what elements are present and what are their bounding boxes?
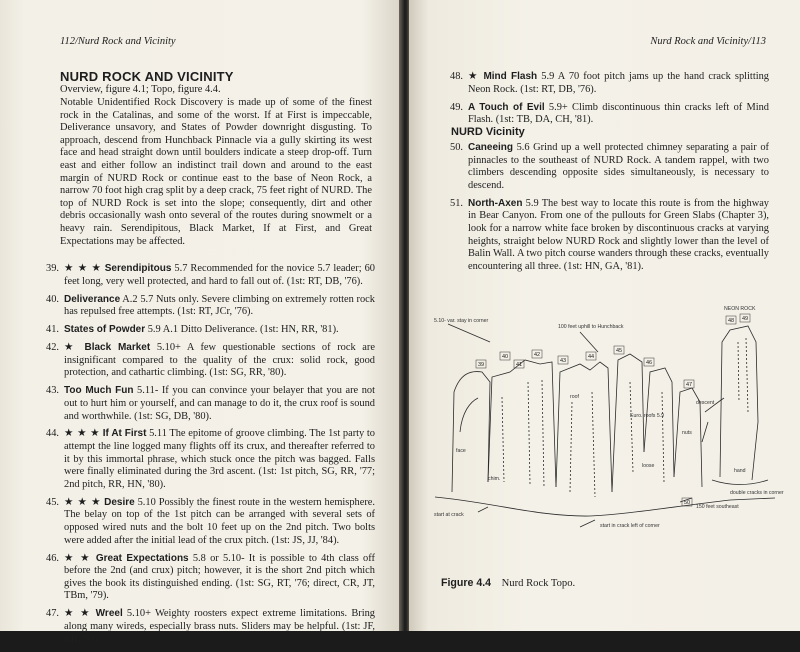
route-number: 51. [450,197,463,209]
route-name: If At First [102,428,147,440]
annot-loose: loose [642,463,655,469]
right-route-list-bottom [444,142,769,279]
left-route-list [40,263,375,652]
nurd-vicinity-heading: NURD Vicinity [451,126,525,138]
figure-caption [441,577,575,589]
route-text: 5.10 Possibly the finest route in the western hemisphere. The belay on top of the 1st pitch can be arranged with several sets of opposed wired nuts and the bolt 10 feet up on the 2nd pitch. Two bolts were added after the initial lead of the crux pitch. (1st: JS, JJ, '84). [64,496,376,546]
route-description [64,497,375,547]
route-name: Caneeing [468,142,514,153]
annot-euro-roofs: Euro. roofs 5.9 [630,413,665,419]
route-number: 46. [46,552,59,564]
route-entry [444,71,769,96]
route-number: 41. [46,324,59,336]
route-text: 5.9+ Climb discontinuous thin cracks left of Mind Flash. (1st: TB, DA, CH, '81). [468,101,769,126]
route-description [64,553,375,603]
overview-line: Overview, figure 4.1; Topo, figure 4.4. [60,84,221,95]
right-running-head: Nurd Rock and Vicinity/113 [650,36,766,47]
annot-descent: descent [696,400,715,406]
route-name: A Touch of Evil [468,101,545,113]
annot-southeast: 150 feet southeast [696,504,739,510]
route-text: 5.11- If you can convince your belayer that you are not out to hurt him or yourself, and can manage to do it, the crux roof is sound and worthwhile. (1st: SG, DB, '80). [64,385,375,422]
annot-nuts: nuts [682,430,692,436]
annot-roof: roof [570,394,579,400]
route-text: 5.7 Recommended for the novice 5.7 leader; 60 feet long, very well protected, and hard to fall out of. (1st: RT, DB, '76). [64,263,375,287]
route-text: 5.9 A.1 Ditto Deliverance. (1st: HN, RR, '81). [145,324,339,336]
route-name: Black Market [84,342,151,354]
figure-caption-text: Nurd Rock Topo. [501,578,576,589]
annot-start-crack: start at crack [434,512,464,518]
route-name: Deliverance [64,293,121,305]
route-stars: ★ [64,342,78,354]
route-entry [40,385,375,423]
route-number: 45. [46,496,59,508]
route-text: 5.6 Grind up a well protected chimney separating a pair of pinnacles to the southeast of NURD Rock. A tandem rappel, with two climbers descending opposite sides simultaneously, is necessary to descend. [468,142,769,191]
svg-text:48: 48 [728,318,735,324]
route-text: 5.9 The best way to locate this route is from the highway in Bear Canyon. From one of the pullouts for Green Slabs (Chapter 3), look for a narrow white face broken by discontinuous cracks at varying heights, straight below NURD Rock and slightly lower than the level of Balin Wall. A two pitch course wanders through these cracks, eventually encountering all three. (1st: HN, GA, '81). [468,197,769,272]
route-number: 39. [46,263,59,274]
topo-drawing [430,302,784,570]
route-entry [40,263,375,288]
route-description [468,71,769,96]
route-name: Too Much Fun [64,385,134,397]
left-running-head: 112/Nurd Rock and Vicinity [60,36,176,47]
svg-text:47: 47 [686,382,693,388]
route-stars: ★ ★ [64,552,92,564]
route-description [64,294,375,319]
route-description [64,608,375,646]
route-description [64,428,375,491]
route-name: Wreel [95,608,123,620]
route-description [64,263,375,288]
route-entry [40,553,375,603]
route-name: Mind Flash [483,71,538,82]
route-entry [40,497,375,547]
route-number: 49. [450,101,463,113]
route-number: 44. [46,428,59,440]
route-name: States of Powder [64,324,146,336]
route-description [468,142,769,192]
svg-text:46: 46 [646,360,653,366]
annot-top-mid: 100 feet uphill to Hunchback [558,324,624,330]
route-name: Desire [104,496,135,508]
route-description [64,385,375,423]
svg-text:45: 45 [616,348,623,354]
figure-label: Figure 4.4 [441,577,492,589]
annot-hand: hand [734,468,746,474]
route-stars: ★ ★ [64,608,92,620]
route-entry [40,294,375,319]
annot-face: face [456,448,466,454]
route-stars: ★ [468,71,480,82]
svg-text:43: 43 [560,358,567,364]
route-stars: ★ ★ ★ [64,428,101,440]
route-name: Great Expectations [95,552,189,564]
svg-text:40: 40 [502,354,509,360]
route-number: 42. [46,342,59,354]
route-text: 5.10+ A few questionable sections of rock are insignificant compared to the quality of the crux: solid rock, good protection, and cathartic climbing. (1st: SG, RR, '80). [64,342,375,379]
route-description [64,324,375,337]
left-page [0,0,402,645]
svg-text:50: 50 [684,500,691,506]
svg-text:49: 49 [742,316,749,322]
route-text: A.2 5.7 Nuts only. Severe climbing on extremely rotten rock has repulsed free attempts. (1st: RT, JCr, '76). [64,293,375,318]
route-entry [444,102,769,127]
right-route-list-top [444,71,769,132]
section-title: NURD ROCK AND VICINITY [60,69,234,84]
route-entry [444,142,769,192]
route-stars: ★ ★ ★ [64,496,102,508]
route-entry [40,428,375,491]
route-text: 5.11 The epitome of groove climbing. The 1st party to attempt the line logged many flights off its crux, and thereafter referred to it by this immortal phrase, which stuck once the pitch was bagged. Falls were finally eliminated during the 3rd ascent. (1st: 1st pitch, SG, RR, '77; 2nd pitch, RR, HN, '80). [64,428,376,490]
topo-figure [430,302,784,570]
route-number: 40. [46,293,59,305]
route-number: 47. [46,608,59,620]
route-name: North-Axen [468,197,523,209]
annot-neon-rock: NEON ROCK [724,306,756,312]
svg-text:39: 39 [478,362,485,368]
route-text: 5.8 or 5.10- It is possible to 4th class off before the 2nd (and crux) pitch; however, it is the short 2nd pitch which gives the book its distinguished ending. (1st: SG, RT, '76; direct, CR, JT, TBm, '79). [64,552,375,602]
annot-double-cracks: double cracks in corner [730,490,784,496]
route-entry [40,324,375,337]
route-name: Serendipitous [104,263,172,274]
svg-text:42: 42 [534,352,541,358]
annot-chim: chim. [488,476,501,482]
route-entry [40,342,375,380]
route-text: 5.10+ Weighty roosters expect extreme limitations. Bring along many wireds, especially brass nuts. Sliders may be helpful. (1st: JF, RR, '81). [64,608,375,645]
route-number: 43. [46,385,59,397]
route-text: 5.9 A 70 foot pitch jams up the hand crack splitting Neon Rock. (1st: RT, DB, '76). [468,71,769,95]
route-number: 50. [450,142,463,153]
route-stars: ★ ★ ★ [64,263,102,274]
route-entry [40,608,375,646]
route-description [64,342,375,380]
route-description [468,102,769,127]
annot-top-left: 5.10- var. stay in corner [434,318,489,324]
route-number: 48. [450,71,463,82]
svg-text:41: 41 [516,362,523,368]
svg-text:44: 44 [588,354,595,360]
intro-paragraph: Notable Unidentified Rock Discovery is made up of some of the finest rock in the Catalinas, and some of the worst. If at First is impeccable, Deliverance unsavory, and States of Powder downright disgusting. To approach, descend from Hunchback Pinnacle via a gully skirting its west face and head straight down until boulders indicate a steep drop-off. Turn east and either follow an indistinct trail down and around to the east margin of NURD Rock or continue east to the base of Neon Rock, a narrow 70 foot high crag split by a deep crack, 75 feet right of NURD. The top of NURD Rock is set into the slope; consequently, dirt and other debris occasionally wash onto several of the routes during snowmelt or a heavy rain. Serendipitous, Black Market, If at First, and Great Expectations may be affected. [60,97,372,247]
route-entry [444,198,769,274]
route-description [468,198,769,274]
annot-start-corner: start in crack left of corner [600,523,660,529]
